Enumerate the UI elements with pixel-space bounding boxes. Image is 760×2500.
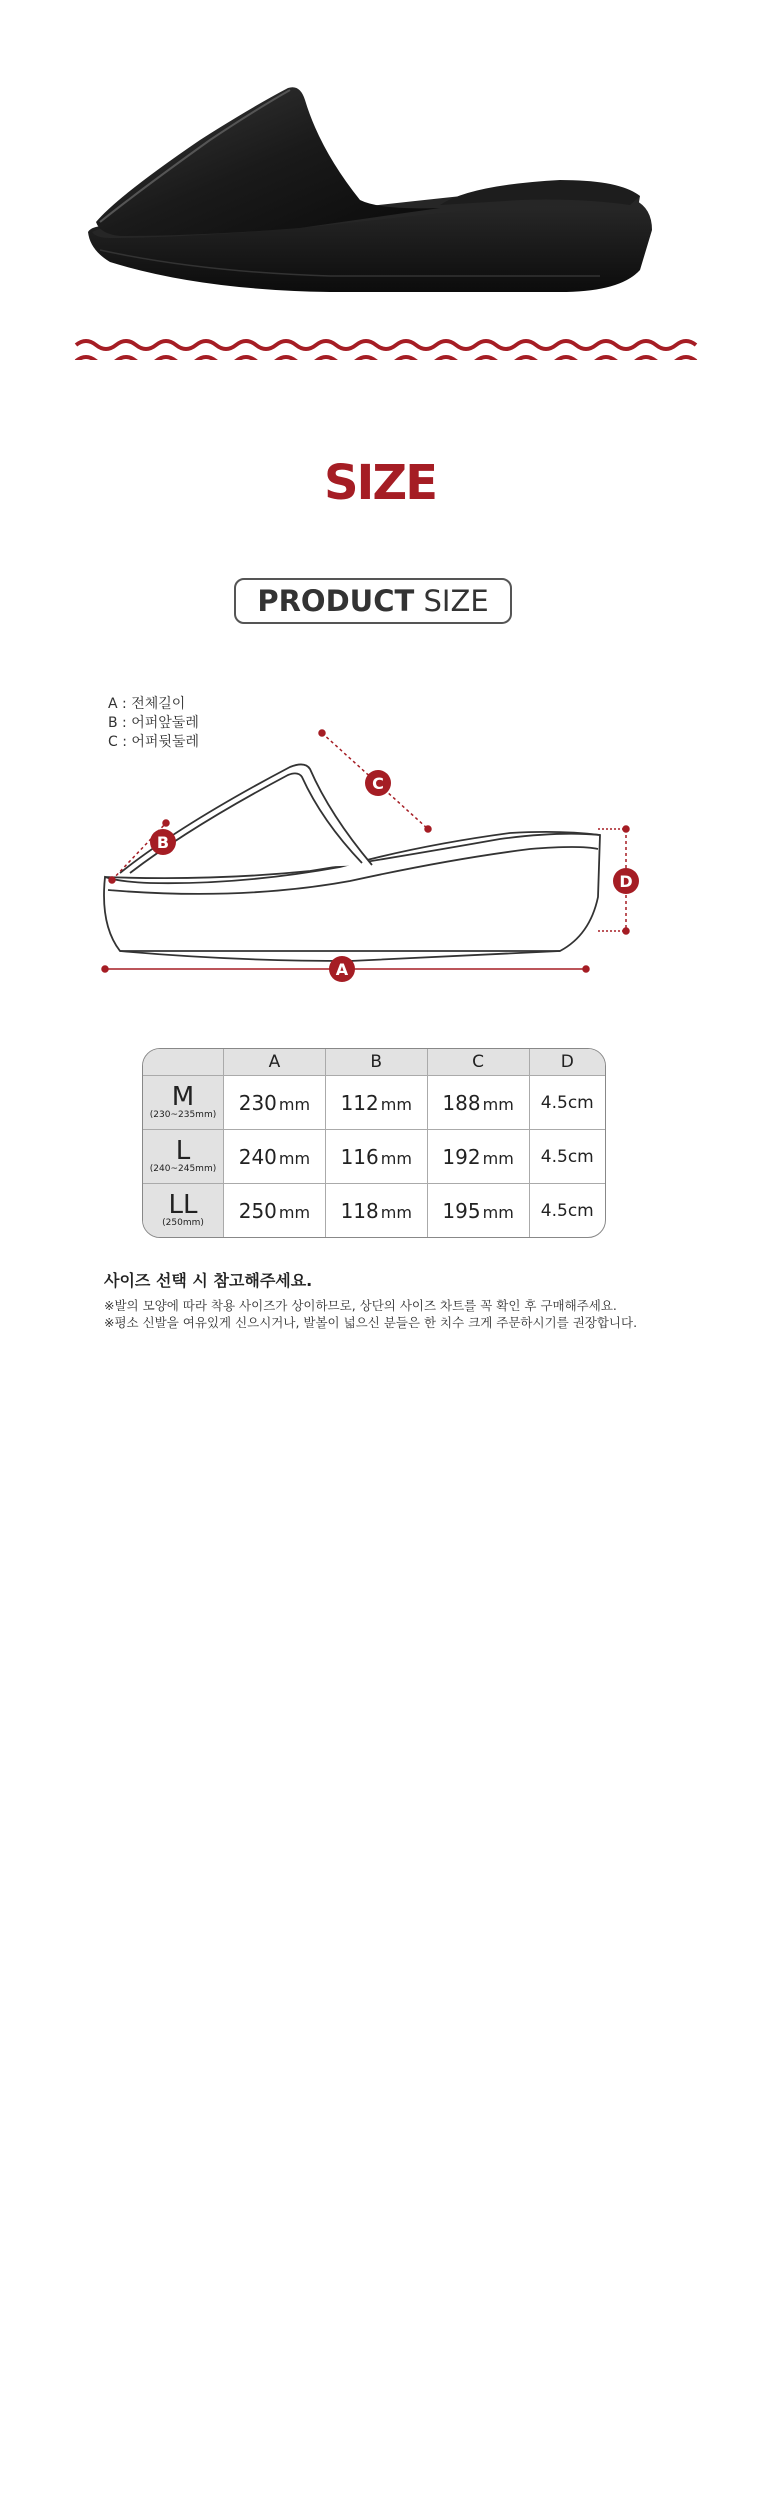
value-c-number: 188 — [442, 1090, 481, 1115]
value-d: 4.5cm — [529, 1130, 605, 1184]
value-c-number: 195 — [442, 1198, 481, 1223]
sandal-image — [88, 87, 652, 292]
value-a — [224, 1130, 326, 1184]
unit-label: mm — [482, 1148, 514, 1168]
legend-item-a: A : 전체길이 — [108, 696, 186, 712]
unit-label: mm — [482, 1094, 514, 1114]
table-header-c: C — [427, 1049, 529, 1076]
unit-label: mm — [380, 1148, 412, 1168]
section-title: SIZE — [323, 455, 437, 511]
table-header-size — [143, 1049, 224, 1076]
value-b — [325, 1076, 427, 1130]
note-line: ※발의 모양에 따라 착용 사이즈가 상이하므로, 상단의 사이즈 차트를 꼭 확인 후 구매해주세요. — [104, 1298, 617, 1313]
value-b — [325, 1130, 427, 1184]
table-header-b: B — [325, 1049, 427, 1076]
table-row — [143, 1130, 605, 1184]
product-size-label — [234, 578, 512, 624]
value-b-number: 112 — [340, 1090, 379, 1115]
svg-text:B: B — [156, 833, 170, 852]
size-range: (240~245mm) — [149, 1164, 217, 1175]
legend-item-b: B : 어퍼앞둘레 — [108, 715, 199, 731]
value-a-number: 240 — [238, 1144, 277, 1169]
legend-item-c: C : 어퍼뒷둘레 — [108, 734, 200, 750]
marker-c — [365, 770, 391, 796]
svg-text:A: A — [335, 960, 349, 979]
value-c — [427, 1130, 529, 1184]
sandal-outline — [104, 764, 600, 961]
unit-label: mm — [380, 1202, 412, 1222]
table-header-a: A — [224, 1049, 326, 1076]
value-d: 4.5cm — [529, 1184, 605, 1237]
size-notes — [104, 1268, 704, 1331]
size-diagram — [90, 725, 650, 995]
size-range: (250mm) — [162, 1218, 204, 1229]
unit-label: mm — [278, 1094, 311, 1114]
size-name: L — [175, 1136, 191, 1167]
value-d: 4.5cm — [529, 1076, 605, 1130]
size-range: (230~235mm) — [149, 1110, 217, 1121]
unit-label: mm — [380, 1094, 412, 1114]
table-header-d: D — [529, 1049, 605, 1076]
unit-label: mm — [278, 1202, 311, 1222]
value-a-number: 230 — [238, 1090, 277, 1115]
value-b — [325, 1184, 427, 1237]
unit-label: mm — [482, 1202, 514, 1222]
value-c — [427, 1076, 529, 1130]
table-row — [143, 1184, 605, 1237]
value-a-number: 250 — [238, 1198, 277, 1223]
table-header-row — [143, 1049, 605, 1076]
value-a — [224, 1076, 326, 1130]
unit-label: mm — [278, 1148, 311, 1168]
svg-text:D: D — [619, 872, 633, 891]
svg-text:C: C — [372, 774, 384, 793]
note-line: ※평소 신발을 여유있게 신으시거나, 발볼이 넓으신 분들은 한 치수 크게 주문하시기를 권장합니다. — [104, 1315, 638, 1330]
size-cell — [143, 1076, 224, 1130]
value-a — [224, 1184, 326, 1237]
value-c-number: 192 — [442, 1144, 481, 1169]
notes-title: 사이즈 선택 시 참고해주세요. — [104, 1271, 313, 1290]
product-size-label-regular: SIZE — [423, 584, 489, 618]
size-cell — [143, 1130, 224, 1184]
size-table — [142, 1048, 606, 1238]
value-b-number: 116 — [340, 1144, 379, 1169]
size-name: M — [171, 1082, 195, 1113]
product-size-label-bold: PRODUCT — [257, 584, 415, 618]
product-photo — [0, 0, 760, 360]
wavy-divider — [76, 341, 696, 360]
marker-a — [329, 956, 355, 982]
value-b-number: 118 — [340, 1198, 379, 1223]
size-cell — [143, 1184, 224, 1237]
value-c — [427, 1184, 529, 1237]
marker-b — [150, 829, 176, 855]
size-name: LL — [168, 1190, 198, 1221]
marker-d — [613, 868, 639, 894]
table-row — [143, 1076, 605, 1130]
